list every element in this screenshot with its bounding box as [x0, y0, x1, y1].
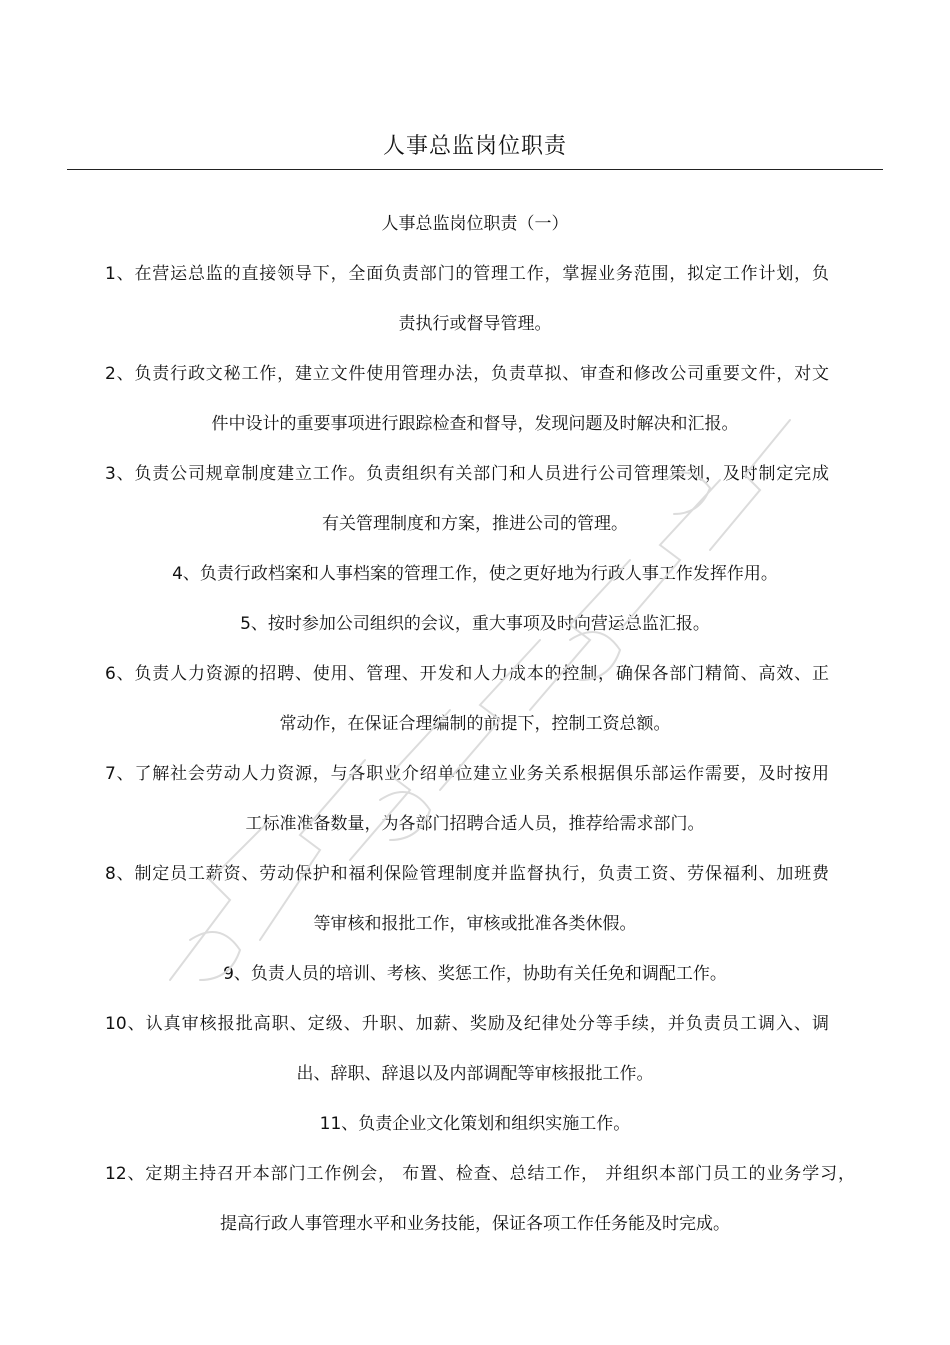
duty-item-12-line-1: 12、定期主持召开本部门工作例会， 布置、检查、总结工作， 并组织本部门员工的业务学习，: [105, 1164, 855, 1184]
duty-item-6-line-2: 常动作，在保证合理编制的前提下，控制工资总额。: [279, 714, 671, 734]
duty-item-3-line-2: 有关管理制度和方案，推进公司的管理。: [322, 514, 628, 534]
duty-item-6-line-1: 6、负责人力资源的招聘、使用、管理、开发和人力成本的控制，确保各部门精简、高效、正: [105, 664, 829, 684]
duty-item-10-line-1: 10、认真审核报批高职、定级、升职、加薪、奖励及纪律处分等手续，并负责员工调入、调: [105, 1014, 829, 1034]
duty-item-1-line-1: 1、在营运总监的直接领导下，全面负责部门的管理工作，掌握业务范围，拟定工作计划，负: [105, 264, 829, 284]
duty-item-2-line-1: 2、负责行政文秘工作，建立文件使用管理办法，负责草拟、审查和修改公司重要文件，对文: [105, 364, 829, 384]
duty-item-8-line-2: 等审核和报批工作，审核或批准各类休假。: [313, 914, 637, 934]
duty-item-11: 11、负责企业文化策划和组织实施工作。: [319, 1114, 631, 1134]
duty-item-5: 5、按时参加公司组织的会议，重大事项及时向营运总监汇报。: [240, 614, 710, 634]
title-divider: [67, 169, 883, 170]
duty-item-8-line-1: 8、制定员工薪资、劳动保护和福利保险管理制度并监督执行，负责工资、劳保福利、加班费: [105, 864, 829, 884]
page-title: 人事总监岗位职责: [382, 134, 567, 159]
duty-item-12-line-2: 提高行政人事管理水平和业务技能，保证各项工作任务能及时完成。: [220, 1214, 730, 1234]
duty-item-9: 9、负责人员的培训、考核、奖惩工作，协助有关任免和调配工作。: [223, 964, 727, 984]
duty-item-4: 4、负责行政档案和人事档案的管理工作，使之更好地为行政人事工作发挥作用。: [172, 564, 778, 584]
duty-item-1-line-2: 责执行或督导管理。: [398, 314, 552, 334]
duty-item-7-line-1: 7、了解社会劳动人力资源，与各职业介绍单位建立业务关系根据俱乐部运作需要，及时按用: [105, 764, 829, 784]
duty-item-2-line-2: 件中设计的重要事项进行跟踪检查和督导，发现问题及时解决和汇报。: [211, 414, 739, 434]
duty-item-3-line-1: 3、负责公司规章制度建立工作。负责组织有关部门和人员进行公司管理策划，及时制定完成: [105, 464, 829, 484]
duty-item-7-line-2: 工标准准备数量，为各部门招聘合适人员，推荐给需求部门。: [245, 814, 705, 834]
duty-item-10-line-2: 出、辞职、辞退以及内部调配等审核报批工作。: [296, 1064, 654, 1084]
section-subtitle: 人事总监岗位职责（一）: [381, 214, 569, 234]
